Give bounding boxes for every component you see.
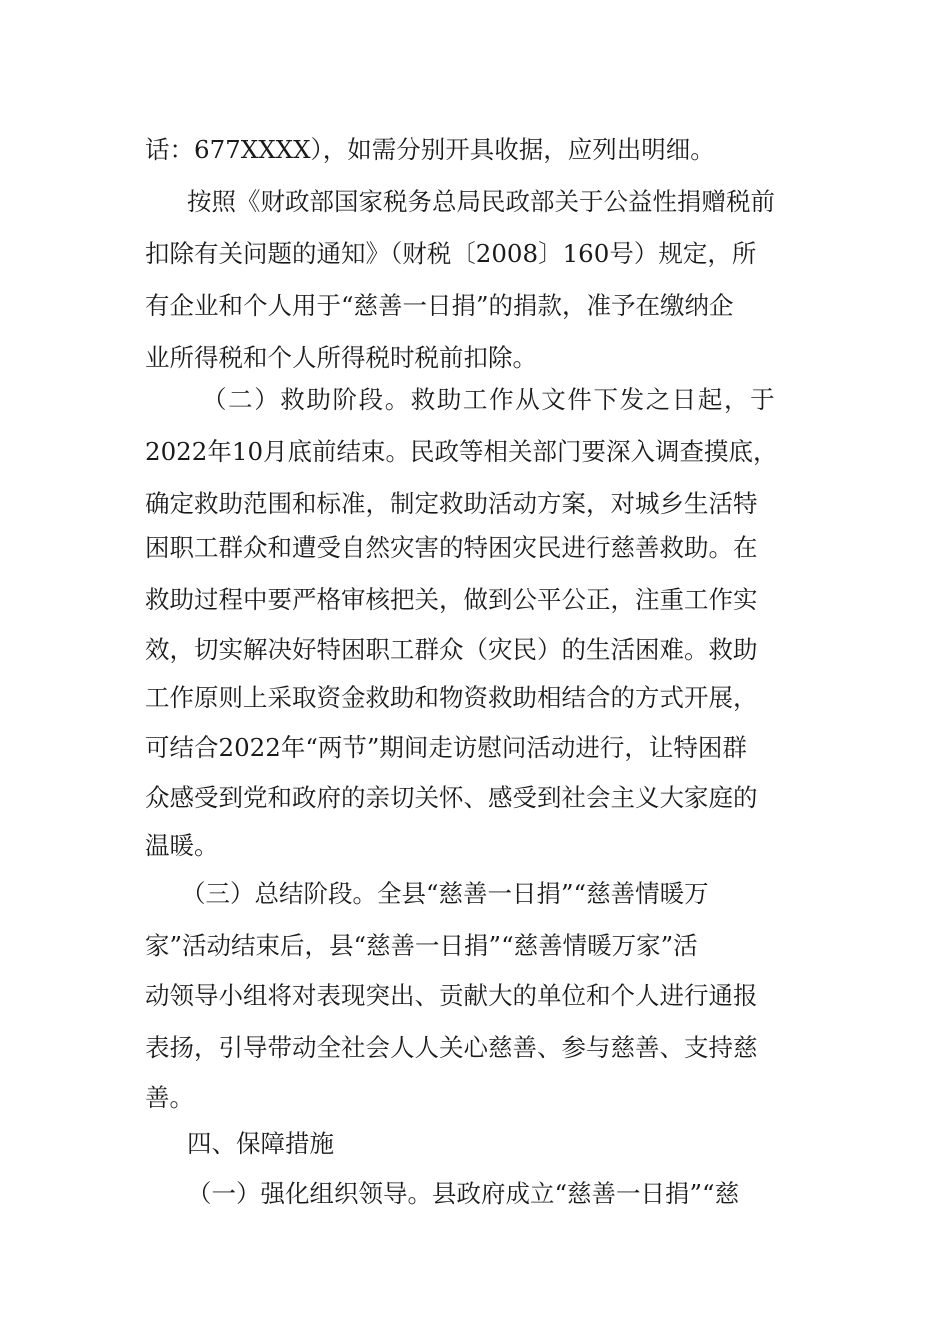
text-line: 业所得税和个人所得税时税前扣除。 [145,343,537,372]
text-line: 可结合2022年“两节”期间走访慰问活动进行，让特困群 [145,733,747,762]
text-line: 2022年10月底前结束。民政等相关部门要深入调查摸底， [145,437,778,466]
section-heading: 四、保障措施 [187,1129,334,1158]
text-line: 话：677XXXX），如需分别开具收据，应列出明细。 [145,135,715,164]
text-line: 家”活动结束后，县“慈善一日捐”“慈善情暖万家”活 [145,931,698,960]
text-line: 表扬，引导带动全社会人人关心慈善、参与慈善、支持慈 [145,1033,758,1062]
text-line: 温暖。 [145,831,219,860]
text-line: 困职工群众和遭受自然灾害的特困灾民进行慈善救助。在 [145,533,758,562]
text-line: 按照《财政部国家税务总局民政部关于公益性捐赠税前 [187,187,775,216]
text-line: （一）强化组织领导。县政府成立“慈善一日捐”“慈 [187,1179,740,1208]
text-line: 扣除有关问题的通知》（财税〔2008〕160号）规定，所 [145,239,757,268]
text-line: 有企业和个人用于“慈善一日捐”的捐款，准予在缴纳企 [145,291,734,320]
text-line: 确定救助范围和标准，制定救助活动方案，对城乡生活特 [145,489,758,518]
text-line: 众感受到党和政府的亲切关怀、感受到社会主义大家庭的 [145,783,758,812]
text-line: （二）救助阶段。救助工作从文件下发之日起，于 [202,385,777,414]
text-line: 效，切实解决好特困职工群众（灾民）的生活困难。救助 [145,635,758,664]
text-line: 动领导小组将对表现突出、贡献大的单位和个人进行通报 [145,981,758,1010]
text-line: 善。 [145,1083,194,1112]
text-line: 救助过程中要严格审核把关，做到公平公正，注重工作实 [145,585,758,614]
text-line: （三）总结阶段。全县“慈善一日捐”“慈善情暖万 [181,879,709,908]
text-line: 工作原则上采取资金救助和物资救助相结合的方式开展， [145,683,758,712]
